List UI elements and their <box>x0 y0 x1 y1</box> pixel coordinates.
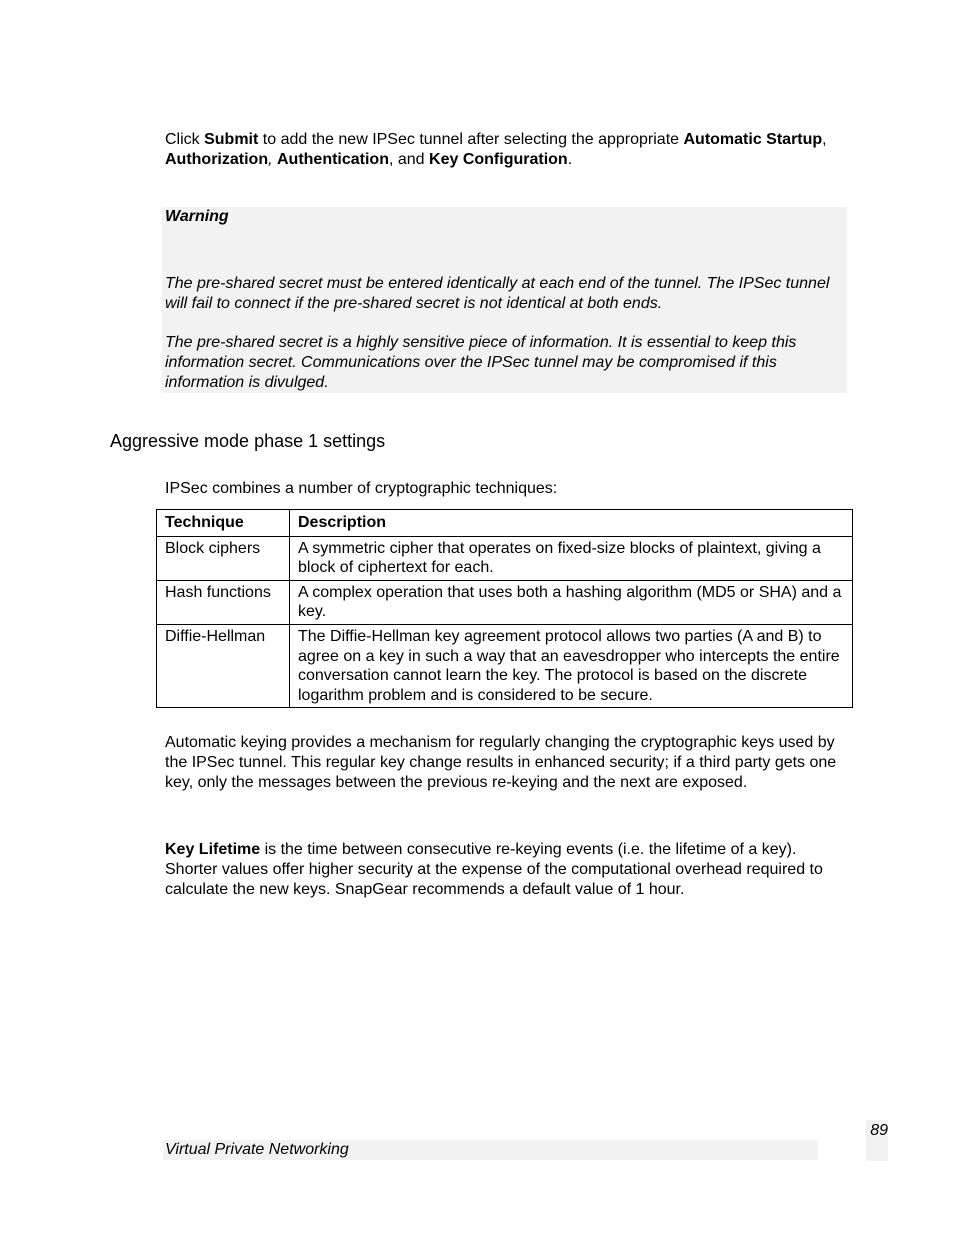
table-row <box>157 624 853 707</box>
table-row <box>157 580 853 624</box>
table-row <box>157 536 853 580</box>
key-lifetime-term: Key Lifetime <box>165 841 261 858</box>
techniques-table <box>156 509 853 708</box>
warning-title: Warning <box>165 208 229 225</box>
column-header-description: Description <box>290 510 853 537</box>
key-lifetime-paragraph: Key Lifetime is the time between consecutive re-keying events (i.e. the lifetime of a key). Shorter values offer higher security at the expense of the computational overhead required to calculate the new keys. SnapGear recommends a default value of 1 hour. <box>165 841 823 898</box>
automatic-keying-paragraph: Automatic keying provides a mechanism for regularly changing the cryptographic keys used by the IPSec tunnel. This regular key change results in enhanced security; if a third party gets one key, only the messages between the previous re-keying and the next are exposed. <box>165 734 837 791</box>
technique-cell: Hash functions <box>157 580 290 624</box>
submit-term: Submit <box>204 131 259 148</box>
description-cell: A symmetric cipher that operates on fixed-size blocks of plaintext, giving a block of ciphertext for each. <box>290 536 853 580</box>
page-number: 89 <box>870 1122 888 1139</box>
table-header-row <box>157 510 853 537</box>
description-cell: The Diffie-Hellman key agreement protocol allows two parties (A and B) to agree on a key in such a way that an eavesdropper who intercepts the entire conversation cannot learn the key. The protocol is based on the discrete logarithm problem and is considered to be secure. <box>290 624 853 707</box>
table-intro: IPSec combines a number of cryptographic techniques: <box>165 480 558 497</box>
technique-cell: Block ciphers <box>157 536 290 580</box>
authorization-term: Authorization <box>165 151 269 168</box>
section-heading: Aggressive mode phase 1 settings <box>110 431 386 451</box>
authentication-term: Authentication <box>276 151 389 168</box>
column-header-technique: Technique <box>157 510 290 537</box>
automatic-startup-term: Automatic Startup <box>683 131 823 148</box>
description-cell: A complex operation that uses both a hashing algorithm (MD5 or SHA) and a key. <box>290 580 853 624</box>
warning-paragraph-2: The pre-shared secret is a highly sensitive piece of information. It is essential to keep this information secret. Communications over the IPSec tunnel may be compromised if this information is divulged. <box>165 334 797 391</box>
key-configuration-term: Key Configuration <box>429 151 568 168</box>
intro-paragraph: Click Submit to add the new IPSec tunnel after selecting the appropriate Automatic Startup, Authorization, Authentication, and Key Configuration. <box>165 131 827 168</box>
technique-cell: Diffie-Hellman <box>157 624 290 707</box>
warning-paragraph-1: The pre-shared secret must be entered identically at each end of the tunnel. The IPSec tunnel will fail to connect if the pre-shared secret is not identical at both ends. <box>165 275 830 312</box>
footer-section-title: Virtual Private Networking <box>165 1141 349 1158</box>
